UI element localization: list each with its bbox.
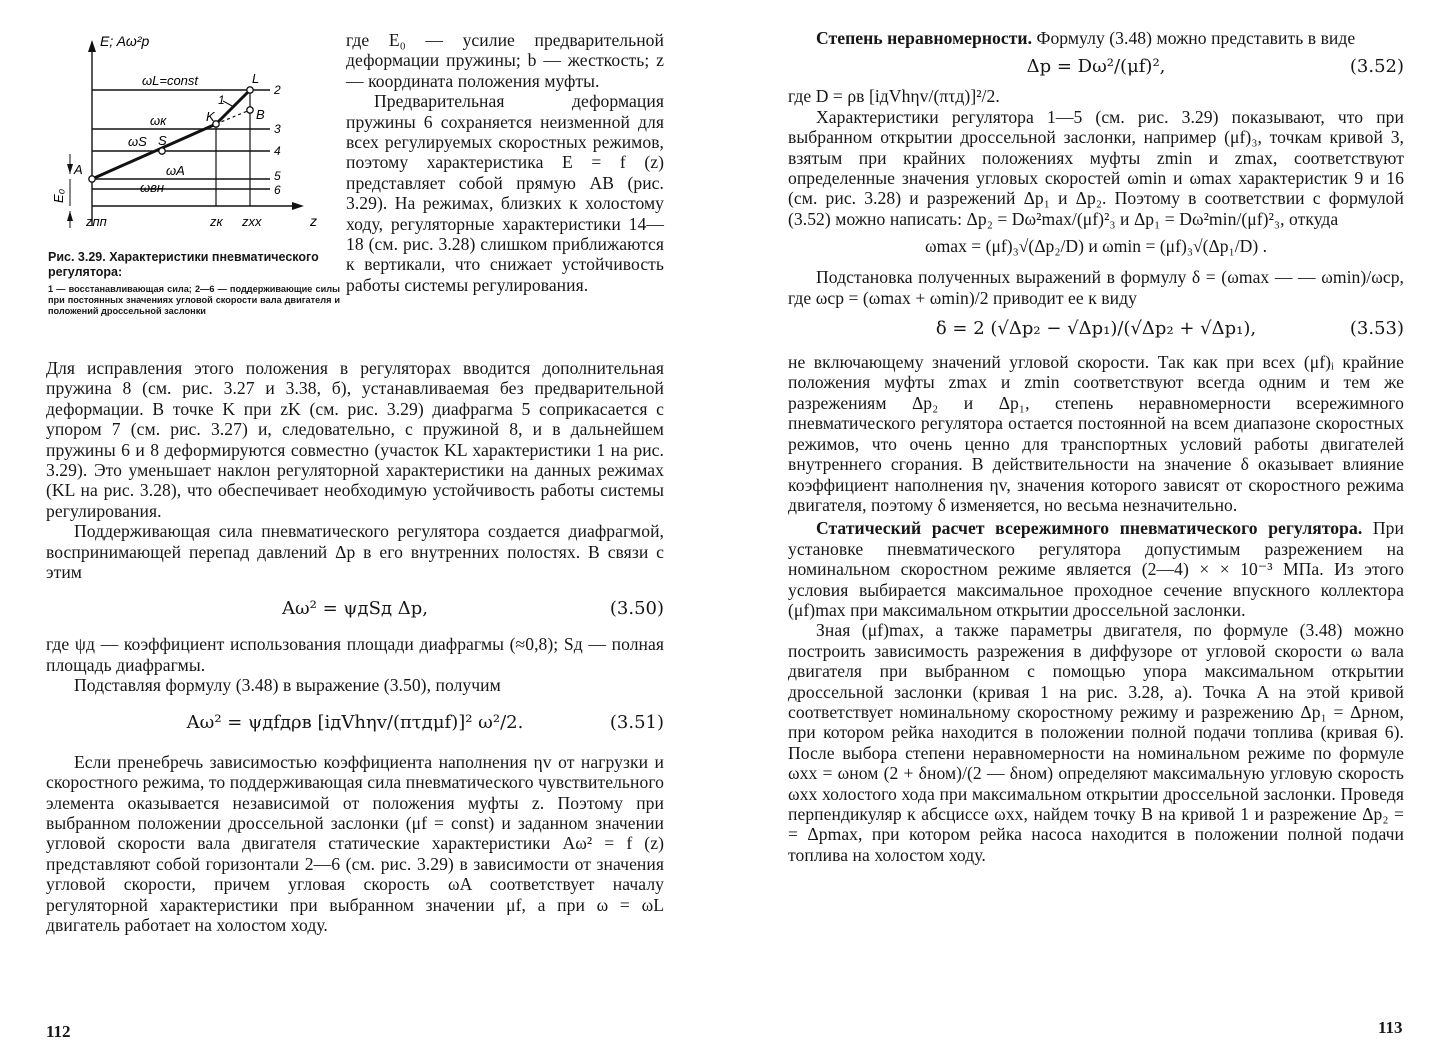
line-label-omega-s: ωS — [128, 134, 147, 149]
side-paragraph-2: Предварительная деформация пружины 6 сохраняется неизменной для всех регулируемых скоростных режимов, поэтому характеристика E = f (z) представляет собой прямую AB (рис. 3.29). На режимах, близких к холостому ходу, регуляторные характеристики 14—18 (см. рис. 3.28) слишком приближаются к вертикали, что снижает устойчивость работы системы регулирования. — [346, 91, 664, 295]
equation-3-51 — [46, 708, 664, 738]
section-heading: Степень неравномерности. — [816, 28, 1033, 48]
figure-caption-title: Рис. 3.29. Характеристики пневматического регулятора: — [48, 250, 319, 279]
paragraph: Зная (μf)max, а также параметры двигателя, по формуле (3.48) можно построить зависимость разрежения в диффузоре от угловой скорости ω вала двигателя при выбранном с помощью упора максимальном открытии дроссельной заслонки (кривая 1 на рис. 3.28, а). Точка A на этой кривой соответствует номинальному скоростному режиму и разрежению Δp₁ = Δpном, при котором рейка находится в положении полной подачи топлива (кривая 6). После выбора степени неравномерности на номинальном режиме по формуле ωxx = ωном (2 + δном)/(2 — δном) определяют максимальную угловую скорость ωxx холостого хода при максимальном открытии дроссельной заслонки. Проведя перпендикуляр к абсциссе ωxx, найдем точку B на кривой 1 и разрежение Δp₂ = = Δpmax, при котором рейка насоса находится в положении полной подачи топлива на холостом ходу. — [788, 620, 1404, 865]
paragraph: Поддерживающая сила пневматического регулятора создается диафрагмой, воспринимающей перепад давлений Δp в его внутренних полостях. В связи с этим — [46, 521, 664, 583]
main-column-left — [46, 358, 664, 935]
curve-number-3: 3 — [274, 122, 281, 136]
section-heading: Статический расчет всережимного пневматического регулятора. — [816, 518, 1363, 539]
tick-label-zk: zк — [210, 214, 223, 229]
tick-label-e0: E₀ — [51, 188, 66, 203]
paragraph: не включающему значений угловой скорости. Так как при всех (μf)ᵢ крайние положения муфты zmax и zmin соответствуют всегда одним и тем же разрежениям Δp₂ и Δp₁, степень неравномерности всережимного пневматического регулятора остается постоянной на всем диапазоне скоростных режимов, что очень ценно для транспортных условий работы двигателей внутреннего сгорания. В действительности на значение δ оказывает влияние коэффициент наполнения ηv, значения которого зависят от скоростного режима двигателя, поэтому δ изменяется, но весьма незначительно. — [788, 352, 1404, 515]
tick-label-zpp: zпп — [86, 214, 107, 229]
line-label-omega-a: ωA — [166, 163, 185, 178]
curve-number-6: 6 — [274, 183, 281, 197]
equation-3-52 — [788, 52, 1404, 82]
line-label-omega-k: ωк — [150, 113, 167, 128]
line-label-omega-l: ωL=const — [142, 73, 199, 88]
equation-3-50 — [46, 594, 664, 624]
page-number-left: 112 — [46, 1022, 71, 1041]
x-axis-label: z — [310, 213, 317, 229]
point-label-a: A — [74, 162, 83, 177]
equation-formula: Aω² = ψдSд Δp, — [282, 598, 428, 620]
paragraph: Характеристики регулятора 1—5 (см. рис. 3.29) показывают, что при выбранном открытии дроссельной заслонки, например (μf)₃, точкам кривой 3, взятым при крайних положениях муфты zmin и zmax, соответствуют определенные значения угловых скоростей ωmin и ωmax характеристик 9 и 16 (см. рис. 3.28) и разрежений Δp₁ и Δp₂. Поэтому в соответствии с формулой (3.52) можно написать: Δp₂ = Dω²max/(μf)²₃ и Δp₁ = Dω²min/(μf)²₃, откуда — [788, 106, 1404, 229]
curve-number-2: 2 — [274, 83, 281, 97]
figure-caption-legend: 1 — восстанавливающая сила; 2—6 — поддерживающие силы при постоянных значениях угловой скорости вала двигателя и положений дроссельной заслонки — [48, 284, 340, 316]
figure-3-29 — [48, 28, 340, 348]
tick-label-zxx: zхх — [242, 214, 262, 229]
equation-number: (3.53) — [1349, 318, 1404, 340]
paragraph: Для исправления этого положения в регуляторах вводится дополнительная пружина 8 (см. рис. 3.27 и 3.38, б), устанавливаемая без предварительной деформации. В точке K при zK (см. рис. 3.29) диафрагма 5 соприкасается с упором 7 (см. рис. 3.27) и, следовательно, с пружиной 8, и в дальнейшем пружины 6 и 8 деформируются совместно (участок KL характеристики 1 на рис. 3.29). Это уменьшает наклон регуляторной характеристики на данных режимах (KL на рис. 3.28), что обеспечивает необходимую устойчивость работы системы регулирования. — [46, 358, 664, 521]
paragraph: где ψд — коэффициент использования площади диафрагмы (≈0,8); Sд — полная площадь диафрагмы. — [46, 634, 664, 675]
point-label-b: B — [256, 107, 265, 122]
point-label-s: S — [158, 133, 167, 148]
side-column — [346, 30, 664, 295]
equation-omega: ωmax = (μf)₃√(Δp₂/D) и ωmin = (μf)₃√(Δp₁/D) . — [925, 236, 1267, 257]
equation-formula: Δp = Dω²/(μf)², — [1026, 56, 1166, 78]
equation-number: (3.52) — [1349, 56, 1404, 78]
paragraph-text: Формулу (3.48) можно представить в виде — [1032, 28, 1356, 48]
paragraph: где D = ρв [iдVhηv/(πτд)]²/2. — [788, 86, 1000, 107]
curve-number-4: 4 — [274, 144, 281, 158]
paragraph: Подставляя формулу (3.48) в выражение (3.50), получим — [74, 675, 501, 696]
equation-number: (3.50) — [609, 598, 664, 620]
page-number-right: 113 — [1378, 1018, 1403, 1037]
y-axis-label: E; Aω²р — [100, 33, 150, 49]
equation-number: (3.51) — [609, 711, 664, 733]
point-label-l: L — [252, 71, 260, 86]
curve-number-1: 1 — [218, 93, 225, 107]
line-label-omega-vn: ωвн — [140, 180, 165, 195]
equation-formula: δ = 2 (√Δp₂ − √Δp₁)/(√Δp₂ + √Δp₁), — [935, 318, 1257, 340]
right-page — [714, 0, 1429, 1057]
paragraph — [788, 28, 1404, 48]
curve-number-5: 5 — [274, 169, 281, 183]
side-paragraph-1: где E₀ — усилие предварительной деформации пружины; b — жесткость; z — координата положения муфты. — [346, 30, 664, 91]
paragraph-text: При установке пневматического регулятора допустимым разрежением на номинальном скоростном режиме является (2—4) × × 10⁻³ МПа. Из этого условия выбирается максимальное проходное сечение впускного коллектора (μf)max при максимальном открытии дроссельной заслонки. — [788, 518, 1404, 620]
equation-formula: Aω² = ψдfдρв [iдVhηv/(πτдμf)]² ω²/2. — [186, 711, 524, 733]
left-page — [0, 0, 714, 1057]
main-column-right — [788, 28, 1404, 865]
paragraph: Подстановка полученных выражений в формулу δ = (ωmax — — ωmin)/ωср, где ωср = (ωmax + ωmin)/2 приводит ее к виду — [788, 267, 1404, 308]
paragraph — [788, 518, 1404, 620]
equation-3-53 — [788, 314, 1404, 344]
point-label-k: K — [206, 109, 215, 124]
paragraph: Если пренебречь зависимостью коэффициента наполнения ηv от нагрузки и скоростного режима, то поддерживающая сила пневматического чувствительного элемента оказывается независимой от положения муфты z. Поэтому при выбранном положении дроссельной заслонки (μf = const) и заданном значении угловой скорости вала двигателя статические характеристики Aω² = f (z) представляют собой горизонтали 2—6 (см. рис. 3.29) в зависимости от значения угловой скорости, причем угловая скорость ωA соответствует началу регуляторной характеристики при выбранном значении μf, а при ω = ωL двигатель работает на холостом ходу. — [46, 751, 664, 935]
figure-3-29-graph — [48, 28, 340, 250]
